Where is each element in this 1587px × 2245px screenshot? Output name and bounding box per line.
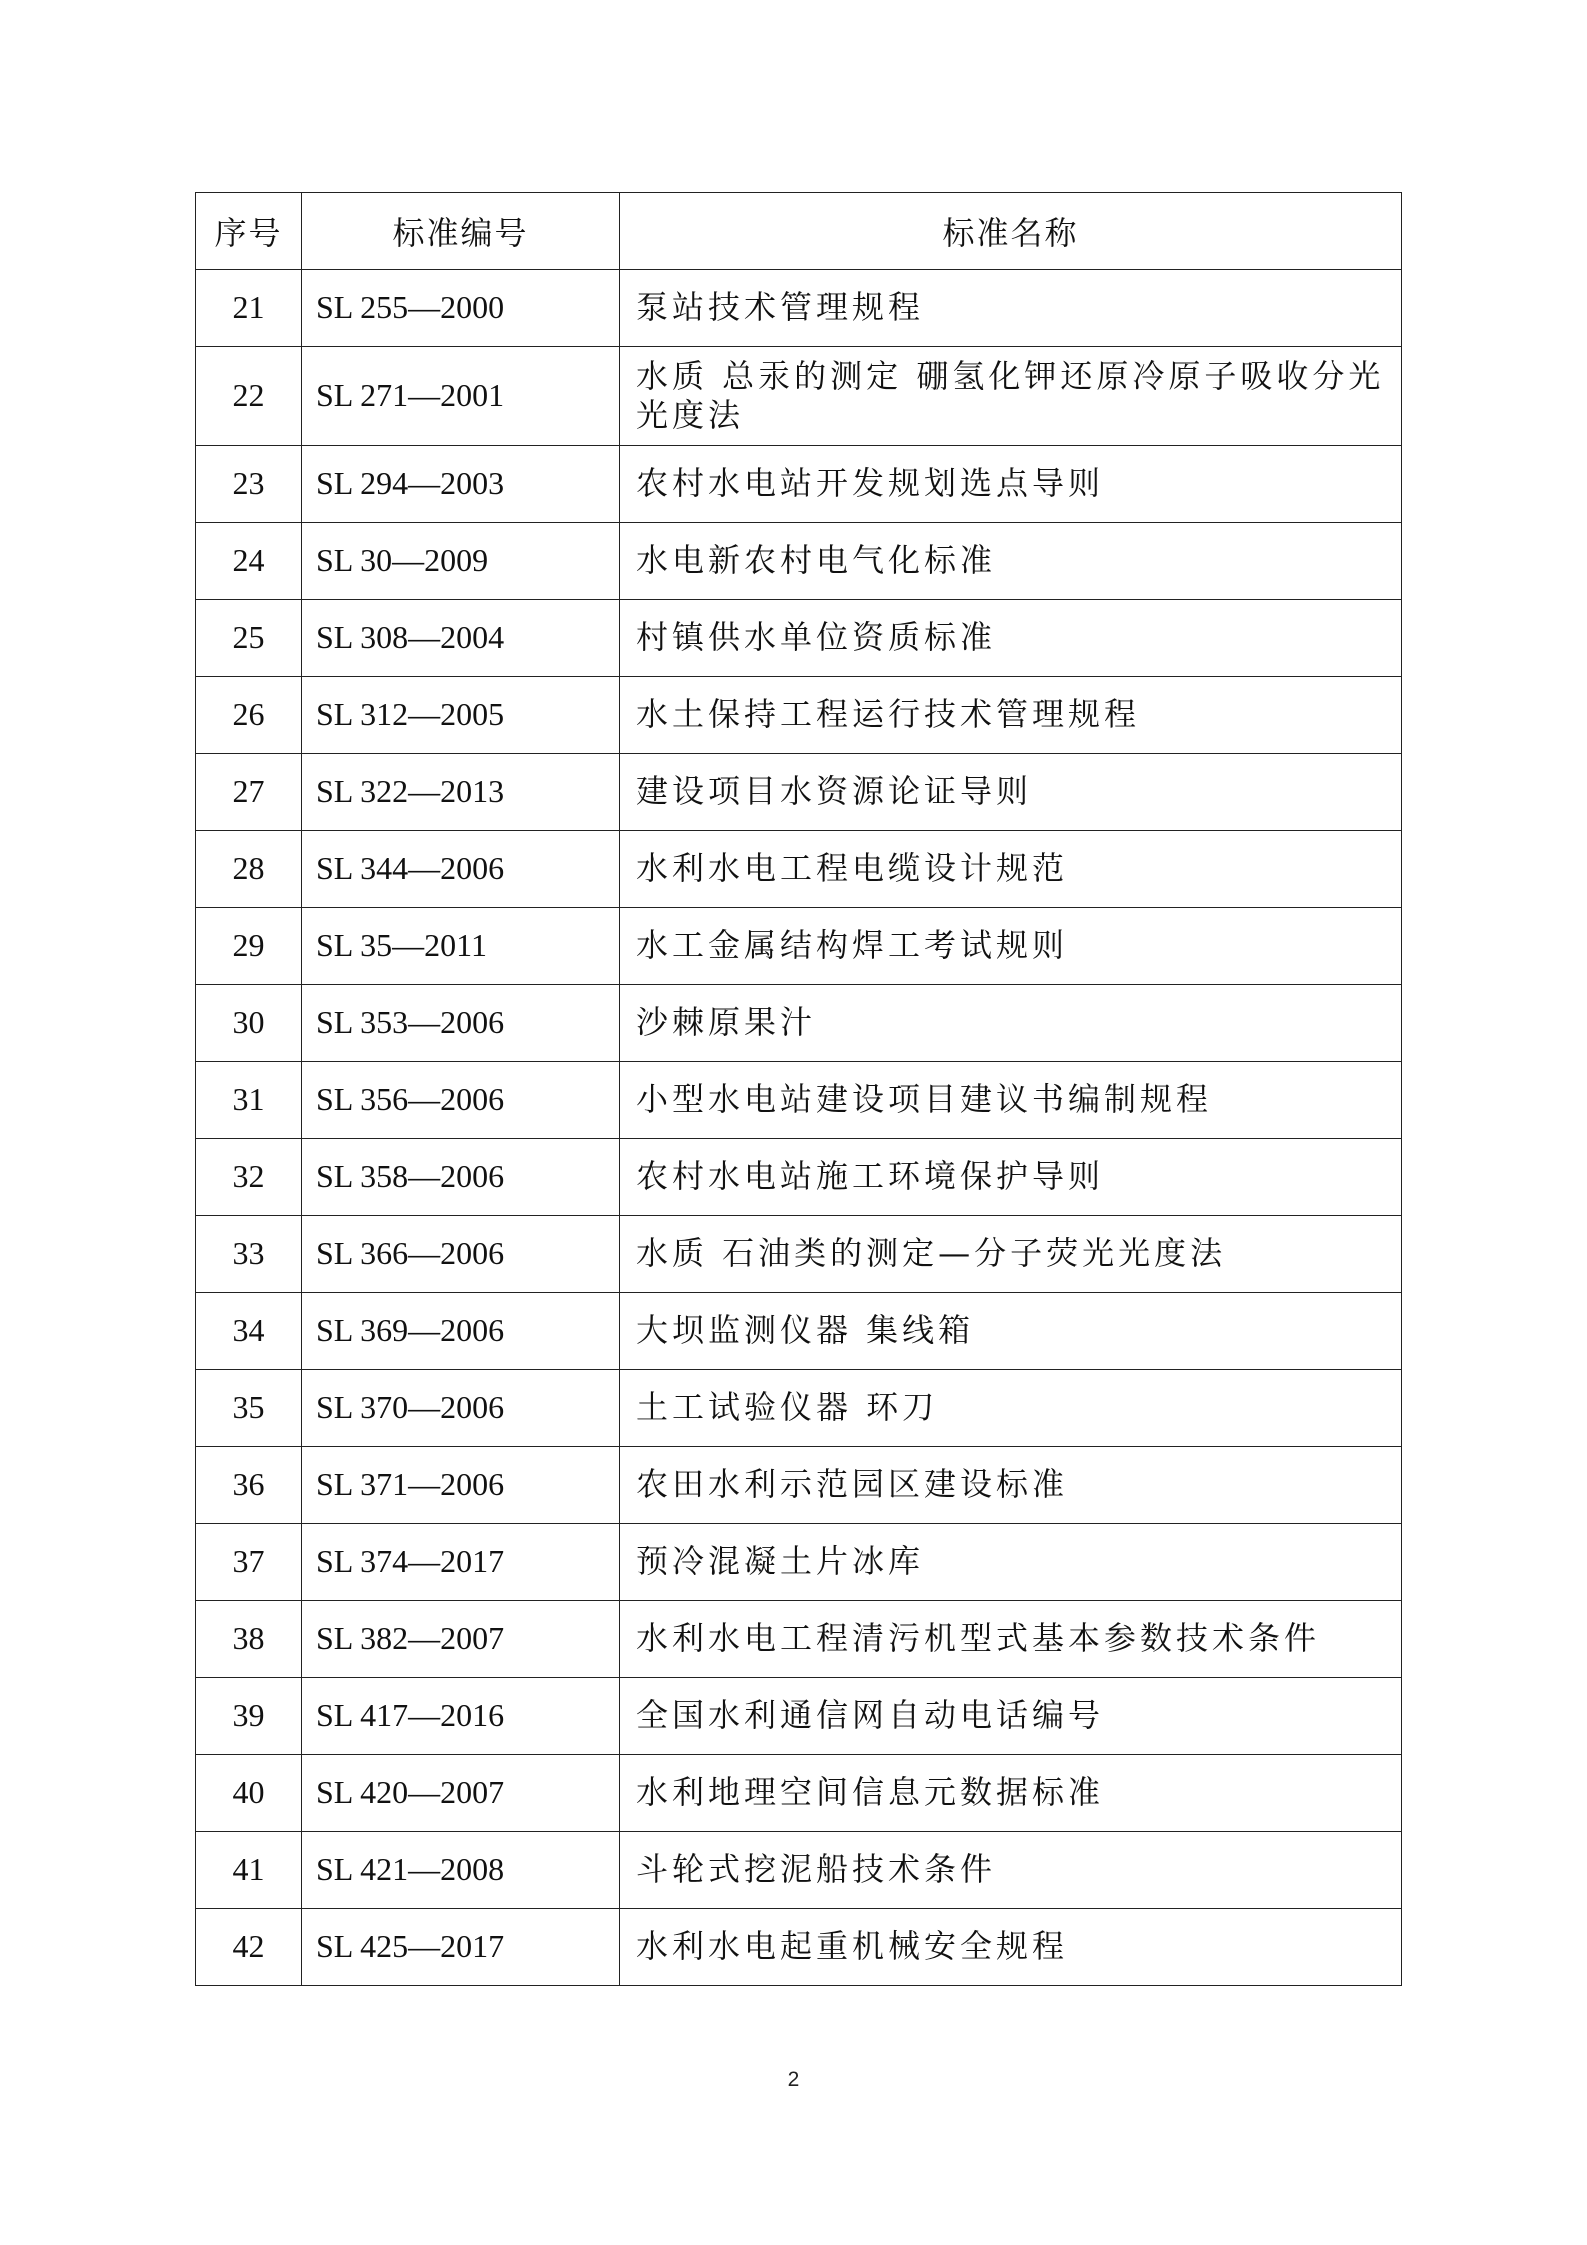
standard-code-cell: SL 420—2007 [302,1755,620,1832]
table-row [196,523,1402,600]
standard-name-cell: 小型水电站建设项目建议书编制规程 [620,1062,1402,1139]
table-row [196,754,1402,831]
serial-number-cell: 28 [196,831,302,908]
serial-number-cell: 33 [196,1216,302,1293]
standard-code-cell: SL 369—2006 [302,1293,620,1370]
standard-name-cell: 水利水电起重机械安全规程 [620,1909,1402,1986]
serial-number-cell: 24 [196,523,302,600]
standard-code-cell: SL 353—2006 [302,985,620,1062]
table-row [196,1447,1402,1524]
serial-number-cell: 29 [196,908,302,985]
standard-code-cell: SL 366—2006 [302,1216,620,1293]
standard-code-cell: SL 35—2011 [302,908,620,985]
standard-name-cell: 水电新农村电气化标准 [620,523,1402,600]
standard-code-cell: SL 374—2017 [302,1524,620,1601]
standard-name-cell: 水土保持工程运行技术管理规程 [620,677,1402,754]
table-row [196,1524,1402,1601]
table-body [196,270,1402,1986]
standard-name-cell: 村镇供水单位资质标准 [620,600,1402,677]
table-row [196,985,1402,1062]
serial-number-cell: 38 [196,1601,302,1678]
standards-table-container [195,192,1401,1986]
standard-code-cell: SL 312—2005 [302,677,620,754]
standard-code-cell: SL 322—2013 [302,754,620,831]
standard-code-cell: SL 255—2000 [302,270,620,347]
standard-code-cell: SL 382—2007 [302,1601,620,1678]
serial-number-cell: 35 [196,1370,302,1447]
standard-code-cell: SL 358—2006 [302,1139,620,1216]
standard-name-cell: 水工金属结构焊工考试规则 [620,908,1402,985]
serial-number-cell: 36 [196,1447,302,1524]
standard-code-cell: SL 421—2008 [302,1832,620,1909]
standard-code-cell: SL 371—2006 [302,1447,620,1524]
table-header-row [196,193,1402,270]
serial-number-cell: 31 [196,1062,302,1139]
serial-number-cell: 26 [196,677,302,754]
serial-number-cell: 37 [196,1524,302,1601]
standard-code-cell: SL 271—2001 [302,347,620,446]
serial-number-cell: 21 [196,270,302,347]
serial-number-cell: 27 [196,754,302,831]
standard-code-cell: SL 425—2017 [302,1909,620,1986]
table-row [196,1909,1402,1986]
table-row [196,1370,1402,1447]
serial-number-cell: 23 [196,446,302,523]
standard-name-cell: 水利地理空间信息元数据标准 [620,1755,1402,1832]
table-row [196,1601,1402,1678]
standard-code-cell: SL 294—2003 [302,446,620,523]
serial-number-cell: 32 [196,1139,302,1216]
table-row [196,1832,1402,1909]
table-row [196,677,1402,754]
serial-number-cell: 30 [196,985,302,1062]
serial-number-cell: 34 [196,1293,302,1370]
standard-code-cell: SL 417—2016 [302,1678,620,1755]
standard-name-cell: 水利水电工程清污机型式基本参数技术条件 [620,1601,1402,1678]
table-row [196,347,1402,446]
serial-number-cell: 39 [196,1678,302,1755]
serial-number-cell: 25 [196,600,302,677]
standard-name-cell: 泵站技术管理规程 [620,270,1402,347]
standard-name-cell: 建设项目水资源论证导则 [620,754,1402,831]
table-row [196,600,1402,677]
standard-name-cell: 斗轮式挖泥船技术条件 [620,1832,1402,1909]
header-standard-name: 标准名称 [620,193,1402,270]
header-serial-number: 序号 [196,193,302,270]
standard-name-cell: 预冷混凝土片冰库 [620,1524,1402,1601]
standard-code-cell: SL 308—2004 [302,600,620,677]
standard-code-cell: SL 30—2009 [302,523,620,600]
standard-code-cell: SL 344—2006 [302,831,620,908]
standard-name-cell: 水利水电工程电缆设计规范 [620,831,1402,908]
table-row [196,1678,1402,1755]
table-row [196,446,1402,523]
serial-number-cell: 40 [196,1755,302,1832]
standard-name-cell: 沙棘原果汁 [620,985,1402,1062]
table-row [196,1139,1402,1216]
page-number: 2 [787,2068,800,2091]
serial-number-cell: 42 [196,1909,302,1986]
table-row [196,1293,1402,1370]
table-row [196,831,1402,908]
header-standard-code: 标准编号 [302,193,620,270]
standard-code-cell: SL 370—2006 [302,1370,620,1447]
table-row [196,1216,1402,1293]
standard-name-cell: 水质 石油类的测定—分子荧光光度法 [620,1216,1402,1293]
table-row [196,1755,1402,1832]
standard-code-cell: SL 356—2006 [302,1062,620,1139]
table-row [196,1062,1402,1139]
standard-name-cell: 农村水电站开发规划选点导则 [620,446,1402,523]
standard-name-cell: 大坝监测仪器 集线箱 [620,1293,1402,1370]
standard-name-cell: 农村水电站施工环境保护导则 [620,1139,1402,1216]
standard-name-cell: 全国水利通信网自动电话编号 [620,1678,1402,1755]
serial-number-cell: 22 [196,347,302,446]
standard-name-cell: 农田水利示范园区建设标准 [620,1447,1402,1524]
serial-number-cell: 41 [196,1832,302,1909]
standard-name-cell: 土工试验仪器 环刀 [620,1370,1402,1447]
table-row [196,908,1402,985]
table-row [196,270,1402,347]
standard-name-cell: 水质 总汞的测定 硼氢化钾还原冷原子吸收分光光度法 [620,347,1402,446]
standards-table [195,192,1402,1986]
